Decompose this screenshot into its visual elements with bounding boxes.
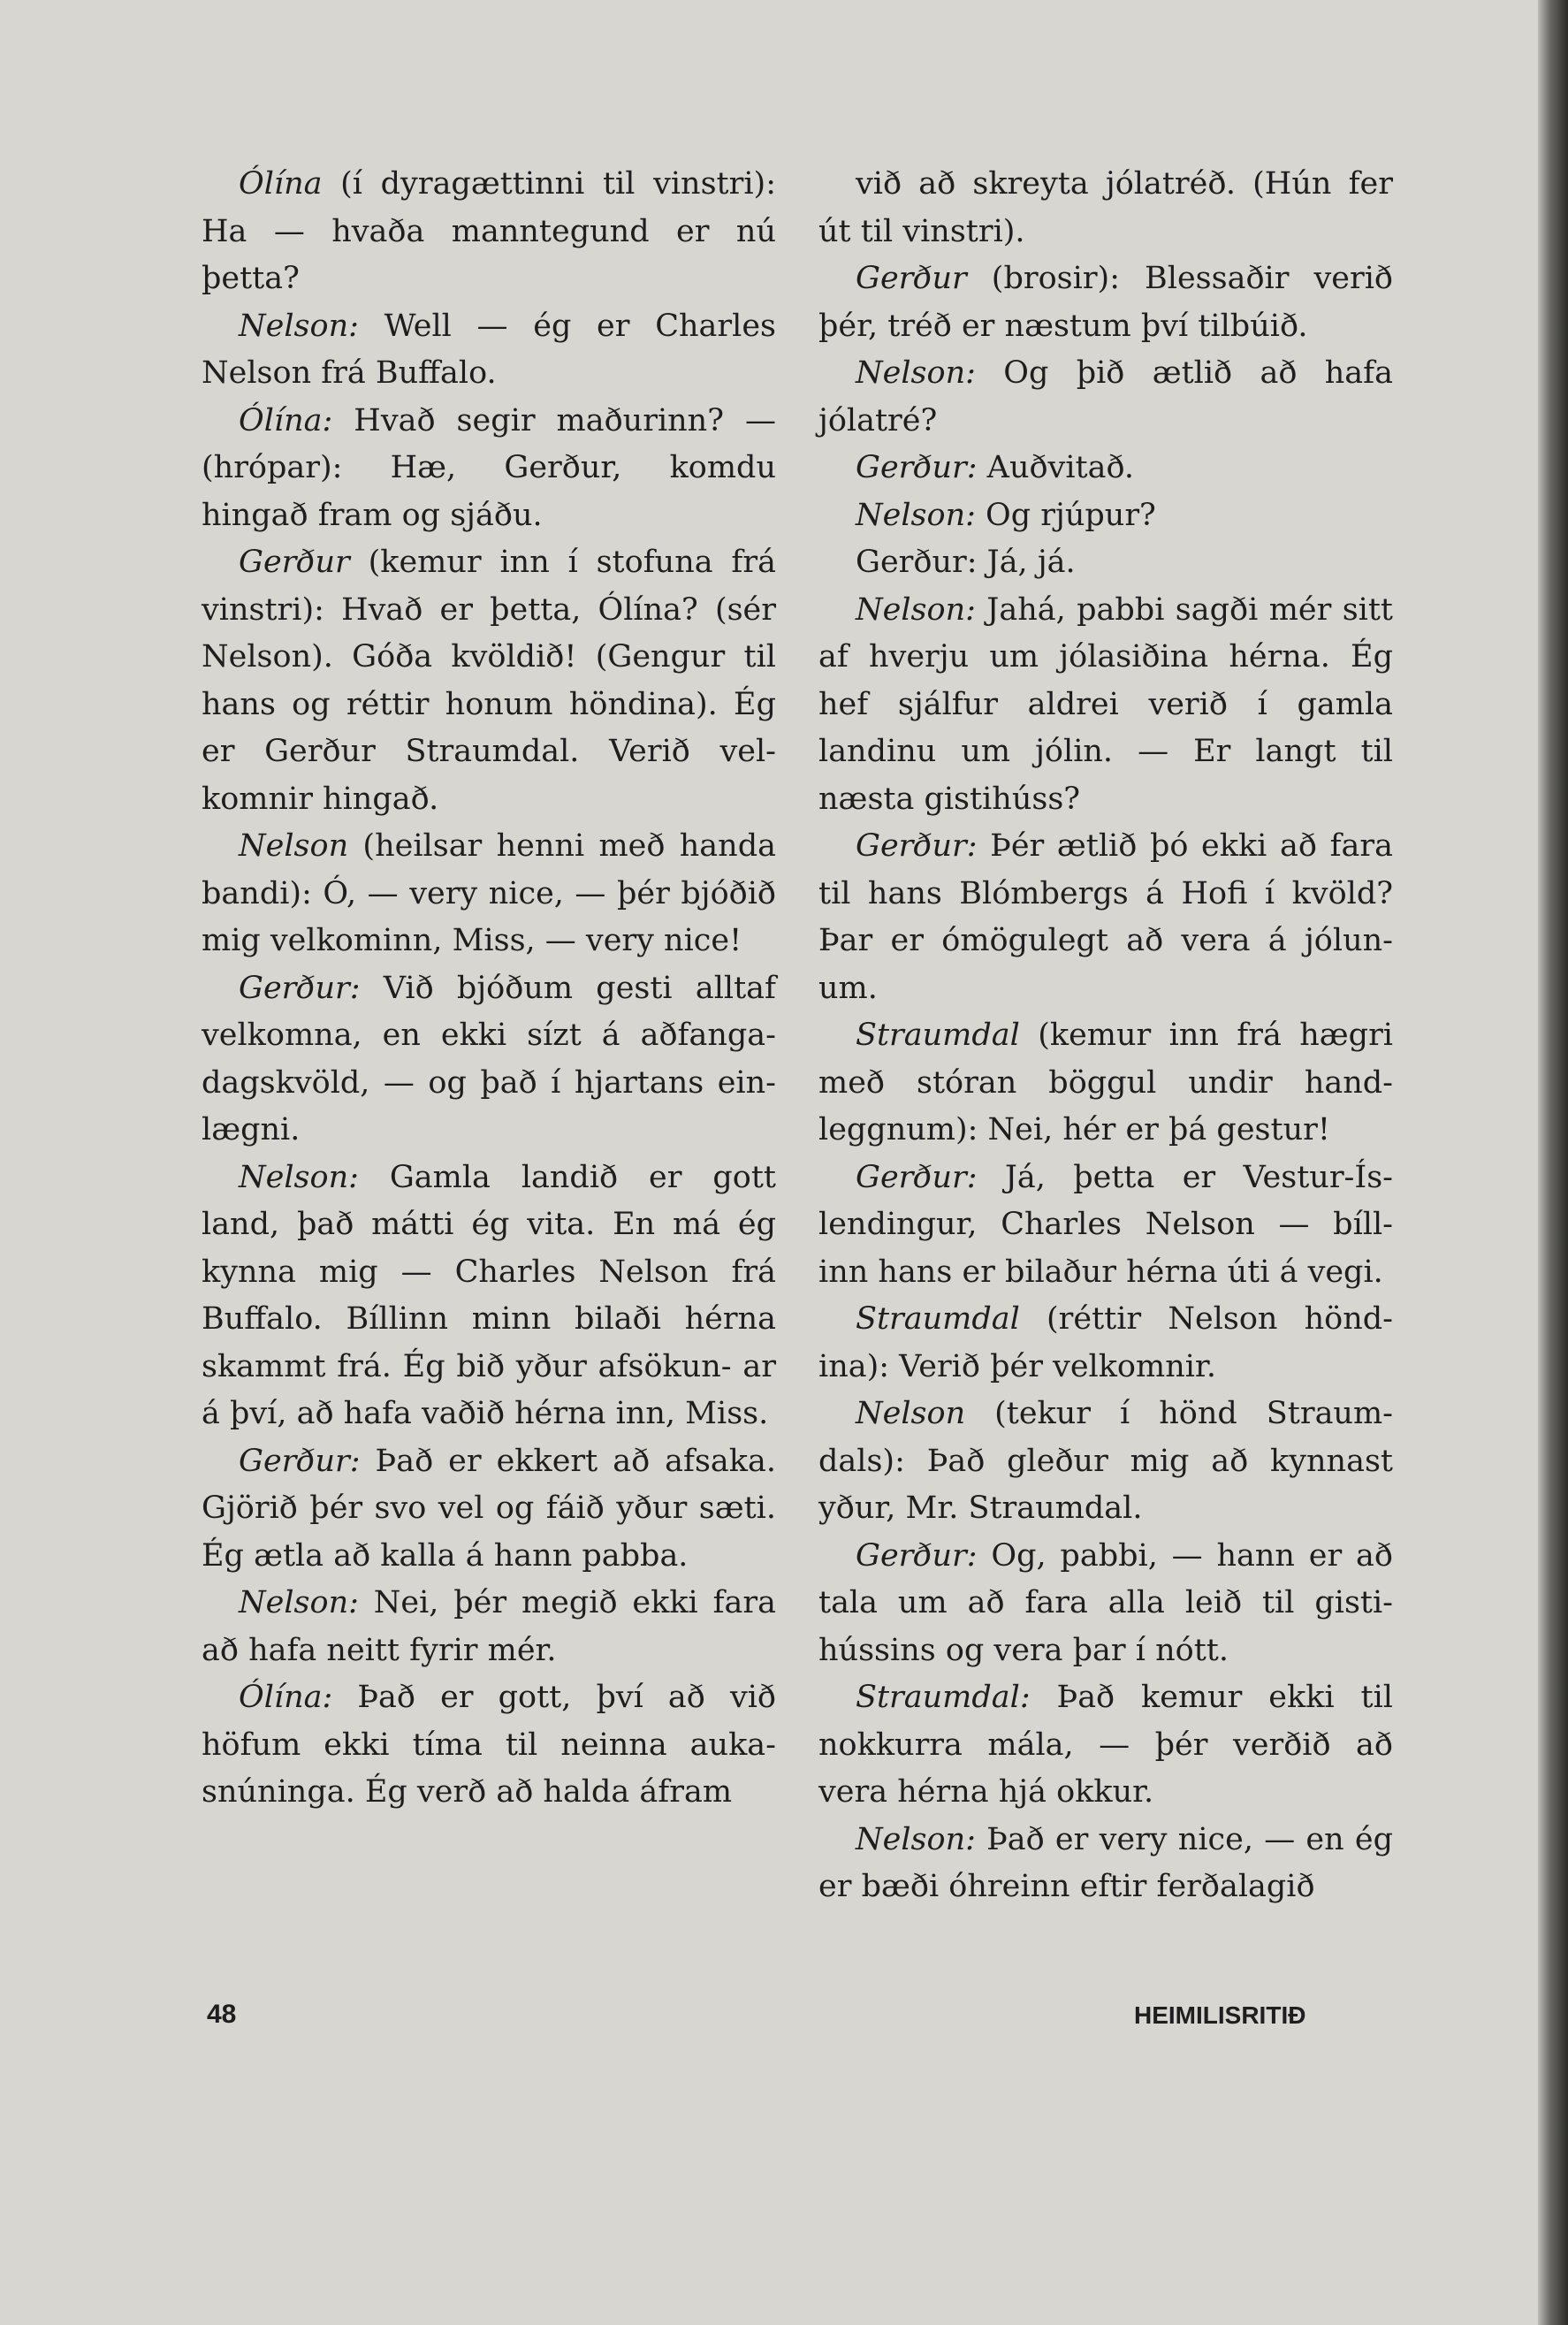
dialogue-paragraph <box>818 1817 1393 1911</box>
dialogue-paragraph <box>818 1012 1393 1155</box>
dialogue-text: (kemur inn frá hægri með stóran böggul undir hand- leggnum): Nei, hér er þá gestur! <box>818 1018 1393 1147</box>
dialogue-paragraph <box>818 161 1393 255</box>
dialogue-paragraph <box>818 823 1393 1012</box>
dialogue-paragraph <box>818 539 1393 587</box>
dialogue-text: Well — ég er Charles Nelson frá Buffalo. <box>202 308 776 391</box>
speaker-name: Straumdal: <box>856 1680 1031 1715</box>
dialogue-paragraph <box>202 161 776 303</box>
speaker-name: Nelson: <box>239 1159 359 1195</box>
dialogue-paragraph <box>202 1438 776 1581</box>
dialogue-text: Við bjóðum gesti alltaf velkomna, en ekki sízt á aðfanga- dagskvöld, — og það í hjartans ein- lægni. <box>202 970 776 1147</box>
dialogue-text: Nei, þér megið ekki fara að hafa neitt fyrir mér. <box>202 1585 776 1668</box>
speaker-name: Gerður: <box>239 1443 361 1479</box>
speaker-name: Gerður: <box>856 1159 978 1195</box>
dialogue-paragraph <box>818 1674 1393 1817</box>
dialogue-text: Það kemur ekki til nokkurra mála, — þér verðið að vera hérna hjá okkur. <box>818 1680 1393 1810</box>
dialogue-text: (brosir): Blessaðir verið þér, tréð er næstum því tilbúið. <box>818 261 1393 344</box>
dialogue-text: Og, pabbi, — hann er að tala um að fara alla leið til gisti- hússins og vera þar í nótt. <box>818 1537 1393 1668</box>
dialogue-text: Já, þetta er Vestur-Ís- lendingur, Charles Nelson — bíll- inn hans er bilaður hérna úti á vegi. <box>818 1159 1393 1290</box>
dialogue-text: Gerður: Já, já. <box>856 545 1076 580</box>
dialogue-paragraph <box>202 1155 776 1438</box>
right-column <box>818 161 1393 1911</box>
dialogue-paragraph <box>202 965 776 1155</box>
speaker-name: Straumdal <box>856 1018 1020 1053</box>
dialogue-text: Auðvitað. <box>977 450 1135 485</box>
speaker-name: Nelson: <box>856 355 976 391</box>
speaker-name: Gerður <box>239 545 350 580</box>
dialogue-paragraph <box>202 1580 776 1674</box>
dialogue-text: (réttir Nelson hönd- ina): Verið þér velkomnir. <box>818 1301 1393 1384</box>
speaker-name: Nelson: <box>239 1585 359 1620</box>
speaker-name: Straumdal <box>856 1301 1020 1337</box>
speaker-name: Ólína <box>239 166 323 202</box>
speaker-name: Ólína: <box>239 402 333 438</box>
dialogue-text: (í dyragættinni til vinstri): Ha — hvaða manntegund er nú þetta? <box>202 166 776 296</box>
speaker-name: Gerður: <box>239 970 361 1006</box>
dialogue-paragraph <box>202 398 776 540</box>
dialogue-paragraph <box>818 1296 1393 1391</box>
speaker-name: Nelson: <box>856 591 976 628</box>
speaker-name: Gerður <box>856 261 967 296</box>
dialogue-paragraph <box>202 303 776 398</box>
page-number: 48 <box>207 2000 237 2029</box>
speaker-name: Nelson <box>239 828 349 864</box>
dialogue-text: (kemur inn í stofuna frá vinstri): Hvað er þetta, Ólína? (sér Nelson). Góða kvöldið! (Gengur til hans og réttir honum höndina). Ég er Gerður Straumdal. Verið vel- komnir hingað. <box>202 545 776 817</box>
speaker-name: Gerður: <box>856 450 978 485</box>
speaker-name: Gerður: <box>856 1537 978 1574</box>
left-column <box>202 161 776 1817</box>
dialogue-text: Og þið ætlið að hafa jólatré? <box>818 355 1393 438</box>
dialogue-text: Það er gott, því að við höfum ekki tíma til neinna auka- snúninga. Ég verð að halda áfram <box>202 1680 776 1810</box>
speaker-name: Nelson: <box>239 308 359 344</box>
dialogue-paragraph <box>818 445 1393 492</box>
dialogue-text: Það er ekkert að afsaka. Gjörið þér svo vel og fáið yður sæti. Ég ætla að kalla á hann pabba. <box>202 1443 776 1574</box>
dialogue-text: Hvað segir maðurinn? — (hrópar): Hæ, Gerður, komdu hingað fram og sjáðu. <box>202 402 776 533</box>
journal-name: HEIMILISRITIÐ <box>1134 2001 1306 2029</box>
speaker-name: Gerður: <box>856 828 978 864</box>
dialogue-text: Þér ætlið þó ekki að fara til hans Blómbergs á Hofi í kvöld? Þar er ómögulegt að vera á jólun- um. <box>818 828 1393 1006</box>
dialogue-paragraph <box>202 823 776 965</box>
dialogue-paragraph <box>818 350 1393 445</box>
dialogue-text: Jahá, pabbi sagði mér sitt af hverju um jólasiðina hérna. Ég hef sjálfur aldrei verið í gamla landinu um jólin. — Er langt til næsta gistihúss? <box>818 591 1393 817</box>
dialogue-text: (tekur í hönd Straum- dals): Það gleður mig að kynnast yður, Mr. Straumdal. <box>818 1396 1393 1526</box>
dialogue-paragraph <box>202 1674 776 1817</box>
speaker-name: Nelson: <box>856 1821 976 1857</box>
dialogue-paragraph <box>202 539 776 823</box>
speaker-name: Ólína: <box>239 1680 333 1715</box>
dialogue-text: Gamla landið er gott land, það mátti ég vita. En má ég kynna mig — Charles Nelson frá Buffalo. Bíllinn minn bilaði hérna skammt frá. Ég bið yður afsökun- ar á því, að hafa vaðið hérna inn, Miss. <box>202 1159 776 1431</box>
dialogue-paragraph <box>818 1391 1393 1533</box>
dialogue-text: Það er very nice, — en ég er bæði óhreinn eftir ferðalagið <box>818 1821 1393 1904</box>
dialogue-paragraph <box>818 587 1393 824</box>
dialogue-paragraph <box>818 255 1393 350</box>
dialogue-text: við að skreyta jólatréð. (Hún fer út til vinstri). <box>818 166 1393 249</box>
speaker-name: Nelson <box>856 1396 966 1431</box>
dialogue-text: Og rjúpur? <box>975 497 1156 533</box>
dialogue-paragraph <box>818 1155 1393 1297</box>
page-edge <box>1538 0 1568 2325</box>
dialogue-paragraph <box>818 492 1393 540</box>
dialogue-paragraph <box>818 1533 1393 1675</box>
speaker-name: Nelson: <box>856 497 976 533</box>
dialogue-text: (heilsar henni með handa bandi): Ó, — very nice, — þér bjóðið mig velkominn, Miss, — very nice! <box>202 828 776 958</box>
